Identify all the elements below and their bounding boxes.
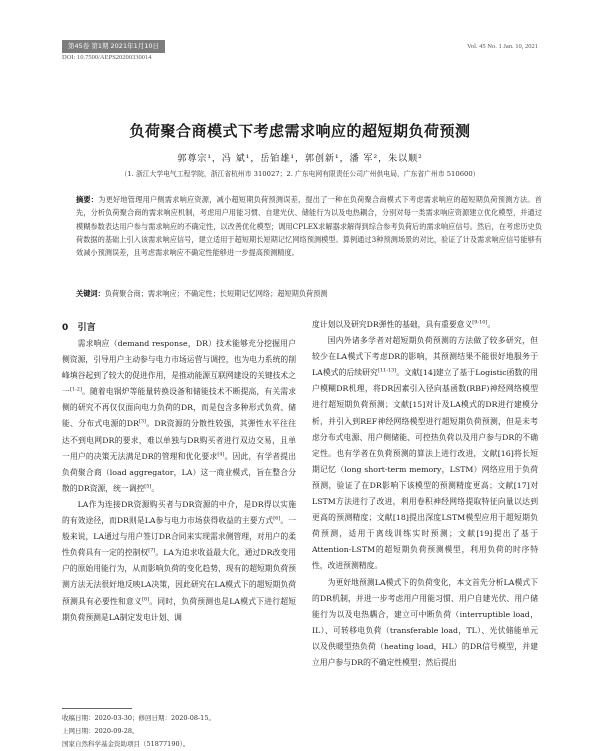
paper-title: 负荷聚合商模式下考虑需求响应的超短期负荷预测: [129, 122, 471, 140]
paragraph: 为更好地预测LA模式下的负荷变化，本文首先分析LA模式下的DR机制，并进一步考虑用户用能习惯、用户自建光伏、用户储能行为以及电热耦合，建立可中断负荷（interruptible load，IL）、可转移电负荷（transferable load，TL）、光伏储能单元以及供暖型热负荷（heating load，HL）的DR信号模型，并建立用户参与DR的不确定性模型；然后提出: [312, 577, 538, 667]
keywords-label: 关键词：: [76, 289, 105, 298]
abstract-label: 摘要：: [76, 195, 99, 204]
citation[interactable]: [11-13]: [377, 367, 397, 374]
section-number: 0: [62, 323, 69, 333]
journal-issue-badge: 第45卷 第1期 2021年1月10日: [62, 40, 165, 53]
footnote-divider: [62, 708, 132, 709]
citation[interactable]: [9-10]: [472, 319, 488, 326]
abstract-text: 为更好地管理用户侧需求响应资源，减小超短期负荷预测误差，提出了一种在负荷聚合商模式下考虑需求响应的超短期负荷预测方法。首先，分析负荷聚合商的需求响应机制，考虑用户用能习惯、自建光伏、储能行为以及电热耦合，分别对每一类需求响应资源建立优化模型，并通过模糊参数表达用户参与需求响应的不确定性，以改善优化模型；调用CPLEX求解器求解得到综合参考负荷后的需求响应信号。然后，在考虑历史负荷数据的基础上引入该需求响应信号，建立适用于超短期长短期记忆网络预测模型。算例通过3种预测场景的对比，验证了计及需求响应信号能够有效减小预测误差，且考虑需求响应不确定性能够进一步提高预测精度。: [76, 195, 542, 258]
citation[interactable]: [6]: [273, 515, 281, 522]
volume-info: Vol. 45 No. 1 Jan. 10, 2021: [466, 43, 538, 50]
citation[interactable]: [4]: [217, 451, 225, 458]
right-column: [312, 317, 538, 671]
affiliations: （1. 浙江大学电气工程学院，浙江省杭州市 310027；2. 广东电网有限责任公司广州供电局，广东省广州市 510600）: [120, 170, 480, 178]
paragraph: 需求响应（demand response，DR）技术能够充分挖掘用户侧资源，引导用户主动参与电力市场运营与调控，也为电力系统的削峰填谷起到了较大的促进作用，是推动能源互联网建设的关键技术之一[1-2]。随着电锅炉等能量转换设备和储能技术不断提高，有关需求侧的研究不再仅仅面向电力负荷的DR，而是包含多种形式负荷、储能、分布式电源的DR[3]。DR资源的分散性较强，其弹性水平往往达不到电网DR的要求，难以单独与DR购买者进行双边交易，且单一用户的决策无法满足DR的管理和优化要求[4]。因此，有学者提出负荷聚合商（load aggregator，LA）这一商业模式，旨在整合分散的DR资源，统一调控[5]。: [62, 339, 297, 493]
keywords-text: 负荷聚合商；需求响应；不确定性；长短期记忆网络；超短期负荷预测: [104, 289, 328, 298]
doi[interactable]: DOI: 10.7500/AEPS20200330014: [62, 54, 152, 61]
online-date: 上网日期：2020-09-28。: [62, 727, 139, 735]
fund-info: 国家自然科学基金资助项目（51877190）。: [62, 740, 190, 748]
citation[interactable]: [7]: [148, 547, 156, 554]
citation[interactable]: [5]: [144, 483, 152, 490]
author-list: 郭尊宗¹，冯 斌¹，岳铂雄¹，郭创新¹，潘 军²，朱以顺²: [177, 154, 423, 164]
keywords: [76, 288, 542, 300]
citation[interactable]: [8]: [141, 595, 150, 602]
section-title: 引言: [77, 323, 96, 333]
abstract: [76, 193, 542, 259]
section-heading: [62, 320, 96, 333]
paragraph: LA作为连接DR资源购买者与DR资源的中介，是DR得以实施的有效途径，而DR则是LA参与电力市场获得收益的主要方式[6]。一般来说，LA通过与用户签订DR合同来实现需求侧管理，对用户的柔性负荷具有一定的控制权[7]。LA为追求收益最大化，通过DR改变用户的原始用能行为，从而影响负荷的变化趋势，现有的超短期负荷预测方法无法很好地反映LA决策，因此研究在LA模式下的超短期负荷预测具有必要性和意义[8]。同时，负荷预测也是LA模式下进行超短期负荷预测是LA制定发电计划、调: [62, 499, 297, 622]
received-date: 收稿日期：2020-03-30；修回日期：2020-08-15。: [62, 714, 215, 722]
page-header: [62, 40, 538, 53]
citation[interactable]: [3]: [138, 418, 146, 425]
paragraph: 国内外诸多学者对超短期负荷预测的方法做了较多研究，但较少在LA模式下考虑DR的影响，其预测结果不能很好地服务于LA模式的后续研究[11-13]。文献[14]建立了基于Logistic函数的用户模糊DR机理，将DR因素引入径向基函数(RBF)神经网络模型进行超短期负荷预测；文献[15]对计及LA模式的DR进行建模分析，并引入到REF神经网络模型进行超短期负荷预测，但是未考虑分布式电源、用户侧储能、可控热负荷以及用户参与DR的不确定性。也有学者在负荷预测的算法上进行改进，文献[16]将长短期记忆（long short-term memory，LSTM）网络应用于负荷预测，验证了在DR影响下该模型的预测精度更高；文献[17]对LSTM方法进行了改进，利用卷积神经网络提取特征向量以达到更高的预测精度；文献[18]提出深度LSTM模型应用于超短期负荷预测，适用于离线训练实时预测；文献[19]提出了基于Attention-LSTM的超短期负荷预测模型，利用负荷的时序特性，改进预测精度。: [312, 336, 539, 571]
footnotes: [62, 712, 296, 751]
citation[interactable]: [1-2]: [69, 386, 82, 393]
left-column: [62, 336, 296, 626]
paragraph: 度计划以及研究DR弹性的基础，具有重要意义[9-10]。: [312, 319, 496, 329]
